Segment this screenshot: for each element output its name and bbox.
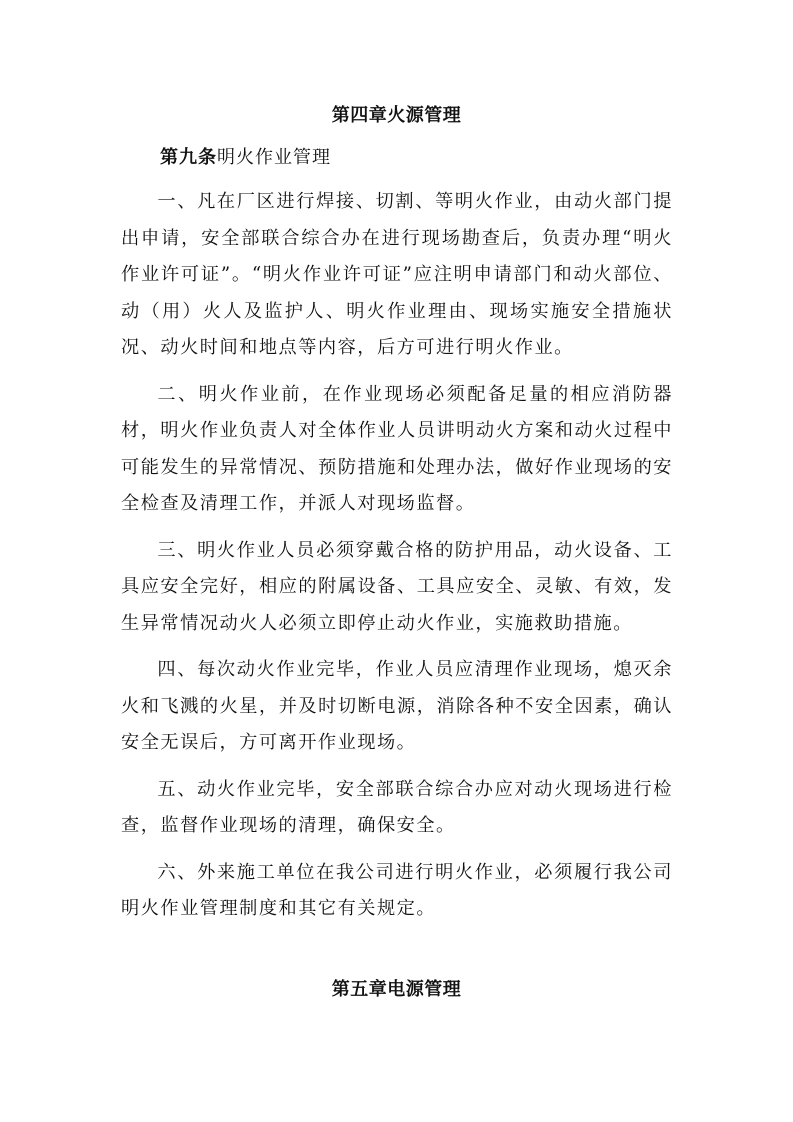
paragraph-3: 三、明火作业人员必须穿戴合格的防护用品，动火设备、工具应安全完好，相应的附属设备、工具应安全、灵敏、有效，发生异常情况动火人必须立即停止动火作业，实施救助措施。 bbox=[121, 539, 673, 634]
article-9-title: 明火作业管理 bbox=[217, 147, 331, 168]
article-9-heading bbox=[160, 146, 331, 170]
paragraph-4: 四、每次动火作业完毕，作业人员应清理作业现场，熄灭余火和飞溅的火星，并及时切断电源，消除各种不安全因素，确认安全无误后，方可离开作业现场。 bbox=[121, 659, 673, 753]
paragraph-5: 五、动火作业完毕，安全部联合综合办应对动火现场进行检查，监督作业现场的清理，确保安全。 bbox=[121, 778, 673, 836]
article-9-number: 第九条 bbox=[160, 147, 217, 168]
paragraph-6: 六、外来施工单位在我公司进行明火作业，必须履行我公司明火作业管理制度和其它有关规定。 bbox=[121, 861, 673, 919]
chapter-4-heading: 第四章火源管理 bbox=[331, 105, 462, 126]
article-9-body bbox=[121, 184, 673, 928]
paragraph-2: 二、明火作业前，在作业现场必须配备足量的相应消防器材，明火作业负责人对全体作业人员讲明动火方案和动火过程中可能发生的异常情况、预防措施和处理办法，做好作业现场的安全检查及清理工作，并派人对现场监督。 bbox=[121, 383, 673, 514]
paragraph-1: 一、凡在厂区进行焊接、切割、等明火作业，由动火部门提出申请，安全部联合综合办在进行现场勘查后，负责办理“明火作业许可证”。“明火作业许可证”应注明申请部门和动火部位、动（用）火人及监护人、明火作业理由、现场实施安全措施状况、动火时间和地点等内容，后方可进行明火作业。 bbox=[121, 191, 673, 358]
chapter-5-heading: 第五章电源管理 bbox=[331, 979, 462, 1000]
